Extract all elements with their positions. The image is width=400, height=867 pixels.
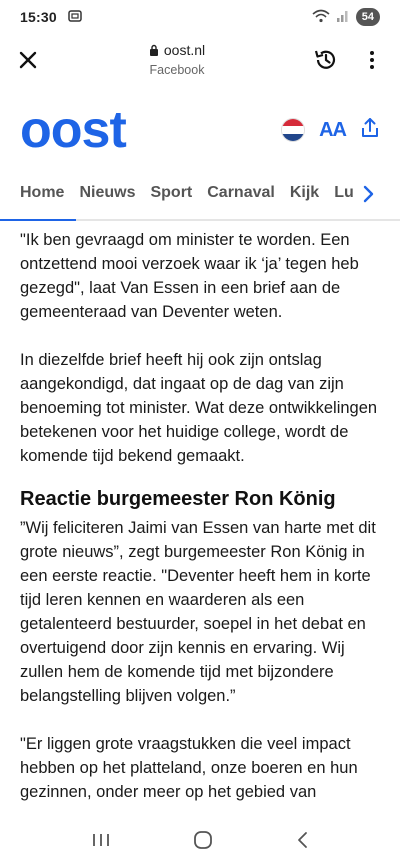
url-display[interactable] (44, 42, 310, 79)
back-icon (296, 831, 308, 849)
nav-item-nieuws[interactable]: Nieuws (79, 184, 136, 201)
chevron-right-icon (362, 185, 374, 203)
recent-apps-button[interactable] (92, 832, 110, 853)
back-button[interactable] (296, 831, 308, 854)
article-paragraph: In diezelfde brief heeft hij ook zijn ontslag aangekondigd, dat ingaat op de dag van zijn benoeming tot minister. Wat deze ontwikkelingen betekenen voor het huidige college, wordt de komende tijd bekend gemaakt. (20, 351, 378, 465)
article-subheading: Reactie burgemeester Ron König (20, 488, 336, 510)
url-domain: oost.nl (163, 41, 206, 58)
url-source: Facebook (149, 63, 205, 78)
home-button[interactable] (193, 830, 213, 855)
nav-active-indicator (0, 219, 76, 221)
home-icon (193, 830, 213, 850)
battery-indicator: 54 (356, 8, 380, 26)
nav-item-home[interactable]: Home (20, 184, 65, 201)
nav-scroll-right-button[interactable] (354, 180, 382, 208)
more-vertical-icon (369, 50, 375, 70)
lock-icon (149, 44, 159, 56)
wifi-icon (312, 9, 330, 26)
section-nav (0, 170, 400, 216)
recent-apps-icon (92, 832, 110, 848)
history-button[interactable] (310, 44, 342, 76)
system-navigation-bar (0, 818, 400, 867)
close-icon (18, 50, 38, 70)
article-paragraph: "Ik ben gevraagd om minister te worden. Een ontzettend mooi verzoek waar ik ‘ja’ tegen heb gezegd", laat Van Essen in een brief aan de gemeenteraad van Deventer weten. (20, 231, 359, 321)
status-bar (0, 0, 400, 34)
screenshot-icon (67, 8, 83, 27)
signal-icon (336, 9, 350, 26)
article-paragraph: ”Wij feliciteren Jaimi van Essen van harte met dit grote nieuws”, zegt burgemeester Ron König in een eerste reactie. "Deventer heeft hem in korte tijd leren kennen en waarderen als een getalenteerd bestuurder, soepel in het debat en overtuigend door zijn kennis en ervaring. Wij zullen hem de komende tijd met bijzondere belangstelling blijven volgen.” (20, 519, 376, 705)
more-options-button[interactable] (356, 44, 388, 76)
share-icon (360, 117, 380, 139)
nav-item-sport[interactable]: Sport (150, 184, 193, 201)
site-header (20, 100, 380, 160)
text-size-button[interactable]: AA (319, 118, 346, 141)
nav-item-truncated[interactable]: Lu (334, 184, 354, 201)
language-flag-button[interactable] (281, 118, 305, 142)
article-body (20, 228, 380, 828)
article-paragraph: "Er liggen grote vraagstukken die veel impact hebben op het platteland, onze boeren en hun gezinnen, onder meer op het gebied van (20, 735, 358, 801)
status-time: 15:30 (20, 9, 57, 25)
nav-item-carnaval[interactable]: Carnaval (207, 184, 275, 201)
share-button[interactable] (360, 117, 380, 144)
close-button[interactable] (12, 44, 44, 76)
history-icon (313, 47, 339, 73)
site-logo[interactable]: oost (20, 101, 126, 159)
nav-item-kijk[interactable]: Kijk (289, 184, 320, 201)
browser-toolbar (0, 34, 400, 86)
